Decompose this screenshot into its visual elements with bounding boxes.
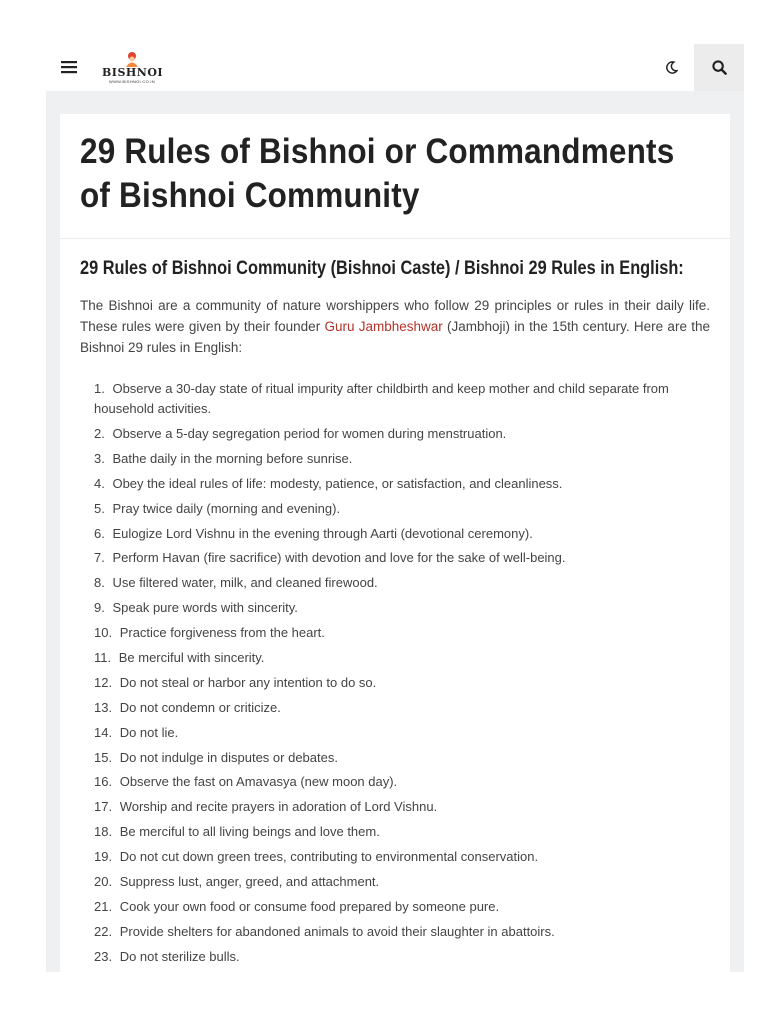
rule-number: 20.	[94, 874, 113, 890]
article-card	[60, 114, 730, 972]
rule-number: 16.	[94, 774, 113, 790]
rule-text: Use filtered water, milk, and cleaned firewood.	[112, 575, 378, 591]
rule-item	[94, 379, 694, 419]
rule-text: Speak pure words with sincerity.	[112, 600, 298, 616]
rule-text: Observe the fast on Amavasya (new moon day).	[119, 774, 398, 790]
rule-item	[94, 772, 694, 792]
rule-text: Be merciful with sincerity.	[118, 650, 265, 666]
rule-text: Do not steal or harbor any intention to do so.	[119, 674, 377, 690]
rule-item	[94, 648, 694, 668]
rule-text: Observe a 5-day segregation period for women during menstruation.	[112, 426, 507, 441]
site-logo[interactable]	[102, 50, 162, 86]
rule-text: Provide shelters for abandoned animals to avoid their slaughter in abattoirs.	[119, 923, 555, 939]
rule-text: Perform Havan (fire sacrifice) with devotion and love for the sake of well-being.	[112, 550, 566, 566]
rules-list	[94, 379, 694, 972]
rule-item	[94, 822, 694, 842]
intro-text-after: (Jambhoji) in the 15th century. Here are the Bishnoi 29 rules in English:	[80, 319, 710, 355]
page-frame	[46, 44, 744, 972]
rule-number: 17.	[94, 799, 113, 815]
rule-number: 6.	[94, 525, 105, 541]
rule-number: 19.	[94, 849, 113, 865]
rule-number: 15.	[94, 749, 113, 765]
search-icon	[712, 60, 727, 75]
rule-item	[94, 499, 694, 519]
rule-text: Be merciful to all living beings and love them.	[119, 824, 380, 840]
rule-item	[94, 449, 694, 469]
dark-mode-toggle[interactable]	[660, 56, 682, 78]
rule-number: 14.	[94, 724, 113, 740]
rule-number: 11.	[94, 650, 112, 666]
rule-text: Worship and recite prayers in adoration of Lord Vishnu.	[119, 799, 438, 815]
rule-text: Do not lie.	[119, 724, 179, 740]
rule-item	[94, 598, 694, 618]
rule-text: Cook your own food or consume food prepared by someone pure.	[119, 898, 500, 914]
rule-number: 18.	[94, 824, 113, 840]
rule-number: 23.	[94, 948, 113, 964]
rule-item	[94, 897, 694, 917]
hamburger-menu-icon	[61, 60, 77, 74]
rule-text: Obey the ideal rules of life: modesty, patience, or satisfaction, and cleanliness.	[112, 475, 563, 491]
rule-number: 7.	[94, 550, 105, 566]
rule-number: 5.	[94, 500, 105, 516]
rule-number: 3.	[94, 450, 105, 466]
rule-item	[94, 573, 694, 593]
rule-item	[94, 524, 694, 544]
guru-jambheshwar-link[interactable]: Guru Jambheshwar	[324, 319, 443, 334]
site-header	[46, 44, 744, 91]
rule-item	[94, 548, 694, 568]
rule-text: Eulogize Lord Vishnu in the evening through Aarti (devotional ceremony).	[112, 525, 533, 541]
rule-number: 2.	[94, 426, 105, 441]
rule-item	[94, 947, 694, 967]
rule-item	[94, 847, 694, 867]
rule-item	[94, 723, 694, 743]
rule-text: Pray twice daily (morning and evening).	[112, 500, 341, 516]
rule-item	[94, 797, 694, 817]
rule-item	[94, 872, 694, 892]
rule-number: 1.	[94, 381, 105, 396]
rule-text: Bathe daily in the morning before sunrise.	[112, 450, 353, 466]
search-button[interactable]	[694, 44, 744, 91]
rule-number: 13.	[94, 699, 113, 715]
rule-text: Practice forgiveness from the heart.	[119, 625, 325, 641]
rule-text: Do not condemn or criticize.	[119, 699, 281, 715]
rule-item	[94, 424, 694, 444]
rule-text: Do not sterilize bulls.	[119, 948, 240, 964]
rule-item	[94, 698, 694, 718]
page-title: 29 Rules of Bishnoi or Commandments of Bishnoi Community	[80, 132, 675, 215]
rule-item	[94, 623, 694, 643]
intro-text-before: The Bishnoi are a community of nature worshippers who follow 29 principles or rules in their daily life. These rules were given by their founder	[80, 298, 710, 334]
moon-icon	[665, 61, 678, 74]
rule-number: 21.	[94, 898, 113, 914]
section-heading: 29 Rules of Bishnoi Community (Bishnoi Caste) / Bishnoi 29 Rules in English:	[80, 258, 684, 279]
menu-button[interactable]	[58, 56, 80, 78]
rule-item	[94, 673, 694, 693]
rule-text: Suppress lust, anger, greed, and attachment.	[119, 874, 380, 890]
intro-paragraph	[80, 295, 710, 358]
rule-item	[94, 748, 694, 768]
rule-text: Observe a 30-day state of ritual impurity after childbirth and keep mother and child separate from household activities.	[94, 381, 669, 416]
rule-number: 4.	[94, 475, 105, 491]
rule-text: Do not indulge in disputes or debates.	[119, 749, 338, 765]
rule-number: 22.	[94, 923, 113, 939]
rule-item	[94, 922, 694, 942]
rule-number: 10.	[94, 625, 113, 641]
rule-item	[94, 474, 694, 494]
title-divider	[60, 238, 730, 239]
rule-text: Do not cut down green trees, contributing to environmental conservation.	[119, 849, 539, 865]
rule-number: 8.	[94, 575, 105, 591]
rule-number: 12.	[94, 674, 113, 690]
logo-text: BISHNOI	[102, 66, 164, 79]
logo-subtext: WWW.BISHNOI.CO.IN	[109, 79, 155, 84]
rule-number: 9.	[94, 600, 105, 616]
